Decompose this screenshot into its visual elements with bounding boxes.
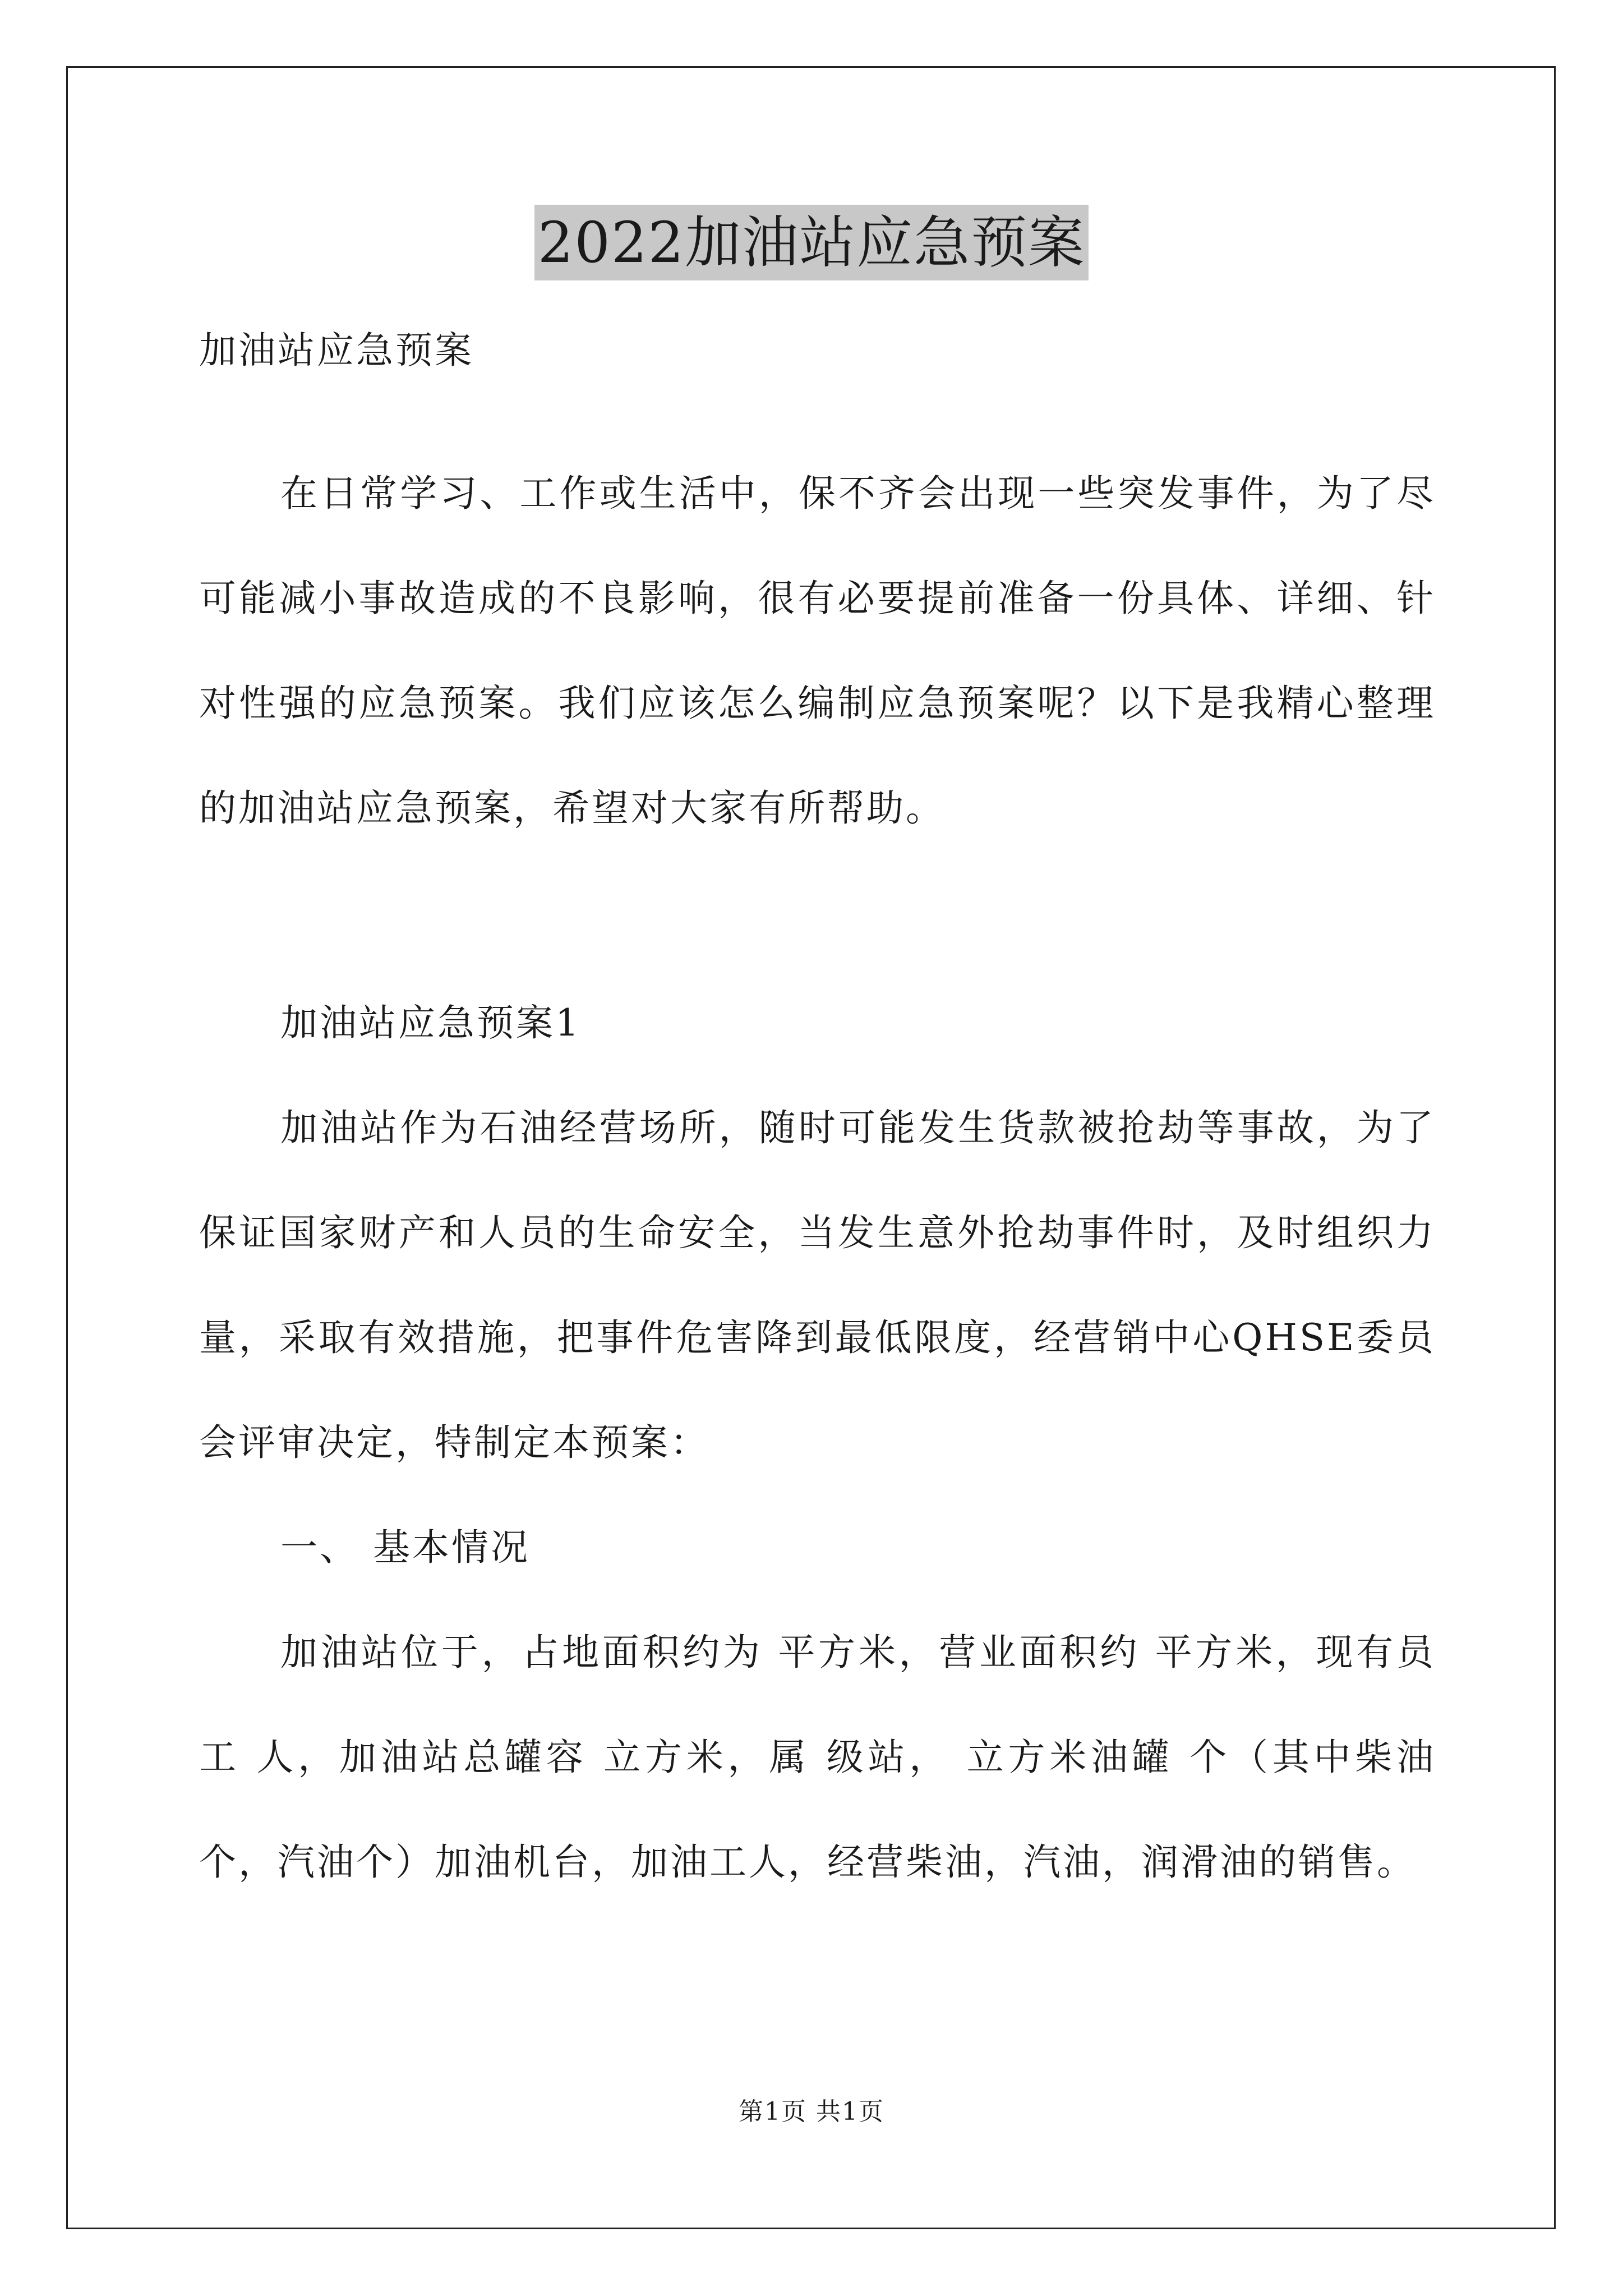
subtitle: 加油站应急预案 — [199, 329, 474, 372]
document-title-text: 2022加油站应急预案 — [534, 205, 1089, 280]
section-paragraph-2: 加油站位于，占地面积约为 平方米，营业面积约 平方米，现有员工 人，加油站总罐容 立方米，属 级站， 立方米油罐 个（其中柴油个，汽油个）加油机台，加油工人，经营柴油，汽油，润滑油的销售。 — [199, 1631, 1436, 1884]
intro-block — [199, 441, 1436, 861]
subtitle-block — [199, 314, 1436, 387]
section-item-1: 一、 基本情况 — [280, 1526, 530, 1569]
section-heading: 加油站应急预案1 — [280, 1001, 581, 1045]
section-paragraph-1: 加油站作为石油经营场所，随时可能发生货款被抢劫等事故，为了保证国家财产和人员的生命安全，当发生意外抢劫事件时，及时组织力量，采取有效措施，把事件危害降到最低限度，经营销中心QHSE委员会评审决定，特制定本预案： — [199, 1106, 1436, 1464]
page-footer: 第1页 共1页 — [739, 2097, 884, 2126]
document-title — [0, 205, 1623, 280]
intro-paragraph: 在日常学习、工作或生活中，保不齐会出现一些突发事件，为了尽可能减小事故造成的不良影响，很有必要提前准备一份具体、详细、针对性强的应急预案。我们应该怎么编制应急预案呢？以下是我精心整理的加油站应急预案，希望对大家有所帮助。 — [199, 472, 1436, 830]
section-block — [199, 970, 1436, 1915]
